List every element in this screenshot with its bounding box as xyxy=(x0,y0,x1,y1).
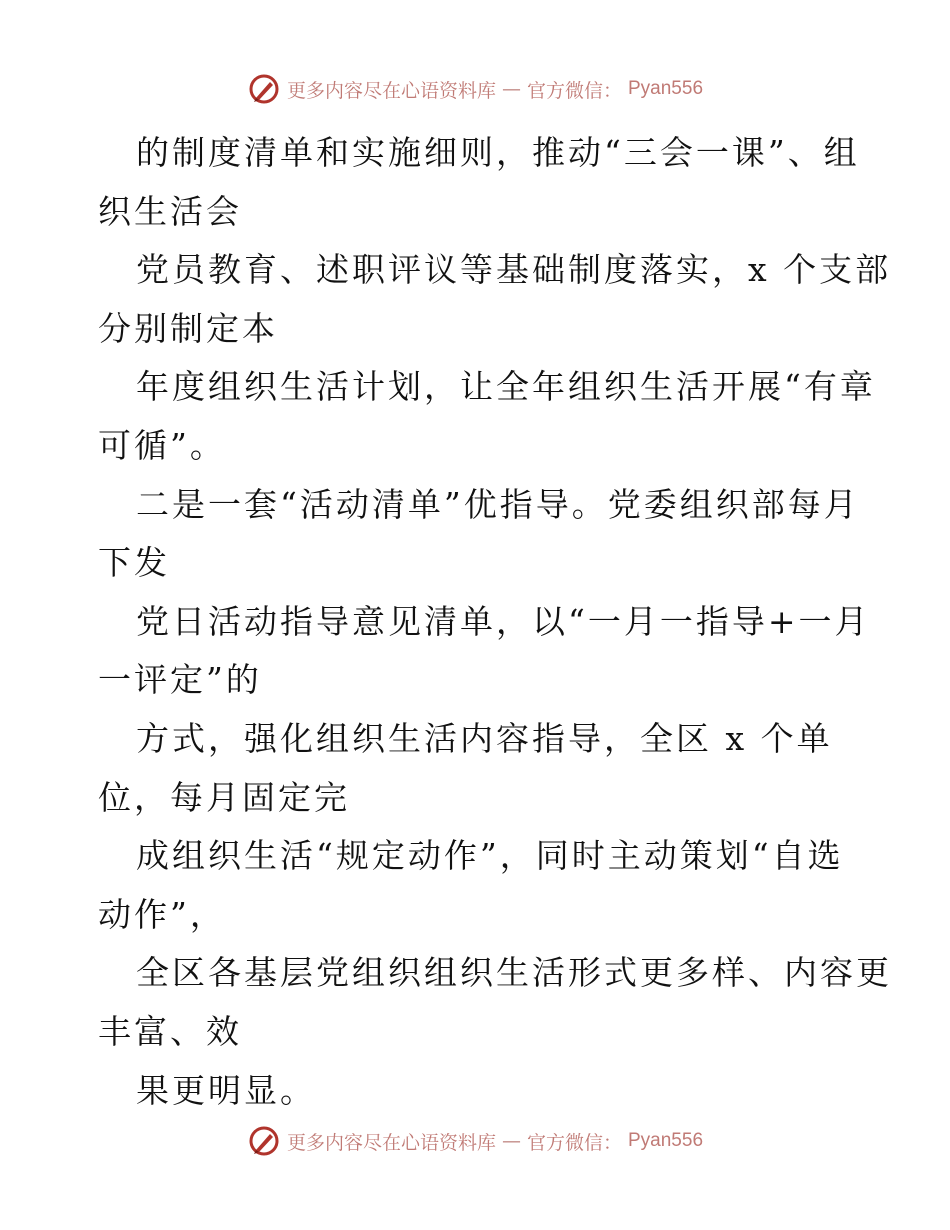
text-line: 全区各基层党组织组织生活形式更多样、内容更 xyxy=(136,953,892,993)
watermark-separator: — xyxy=(501,78,521,100)
text-line: 党员教育、述职评议等基础制度落实，x 个支部 xyxy=(136,250,892,290)
watermark-contact-id: Pyan556 xyxy=(628,1130,704,1151)
text-line: 动作”， xyxy=(98,894,226,934)
pen-logo-icon xyxy=(247,72,281,106)
text-line: 可循”。 xyxy=(98,425,226,465)
footer-watermark xyxy=(0,1124,950,1158)
text-line: 党日活动指导意见清单，以“一月一指导+一月 xyxy=(136,601,871,641)
text-line: 分别制定本 xyxy=(98,308,278,348)
watermark-text: 更多内容尽在心语资料库 xyxy=(286,1131,496,1154)
watermark-contact-prefix: 官方微信： xyxy=(526,79,622,102)
text-line: 果更明显。 xyxy=(136,1070,316,1110)
text-line: 织生活会 xyxy=(98,191,242,231)
text-line: 方式，强化组织生活内容指导，全区 x 个单 xyxy=(136,718,833,758)
watermark-contact-id: Pyan556 xyxy=(628,78,704,99)
text-line: 下发 xyxy=(98,543,170,583)
watermark-text: 更多内容尽在心语资料库 xyxy=(286,79,496,102)
text-line: 二是一套“活动清单”优指导。党委组织部每月 xyxy=(136,484,860,524)
document-body xyxy=(98,124,892,1120)
pen-logo-icon xyxy=(247,1124,281,1158)
watermark-contact-prefix: 官方微信： xyxy=(526,1131,622,1154)
text-line: 年度组织生活计划，让全年组织生活开展“有章 xyxy=(136,367,876,407)
text-line: 的制度清单和实施细则，推动“三会一课”、组 xyxy=(136,133,860,172)
header-watermark xyxy=(0,72,950,106)
text-line: 位，每月固定完 xyxy=(98,777,350,817)
text-line: 一评定”的 xyxy=(98,660,262,700)
text-line: 成组织生活“规定动作”，同时主动策划“自选 xyxy=(136,836,844,876)
text-line: 丰富、效 xyxy=(98,1011,242,1051)
watermark-separator: — xyxy=(501,1130,521,1152)
